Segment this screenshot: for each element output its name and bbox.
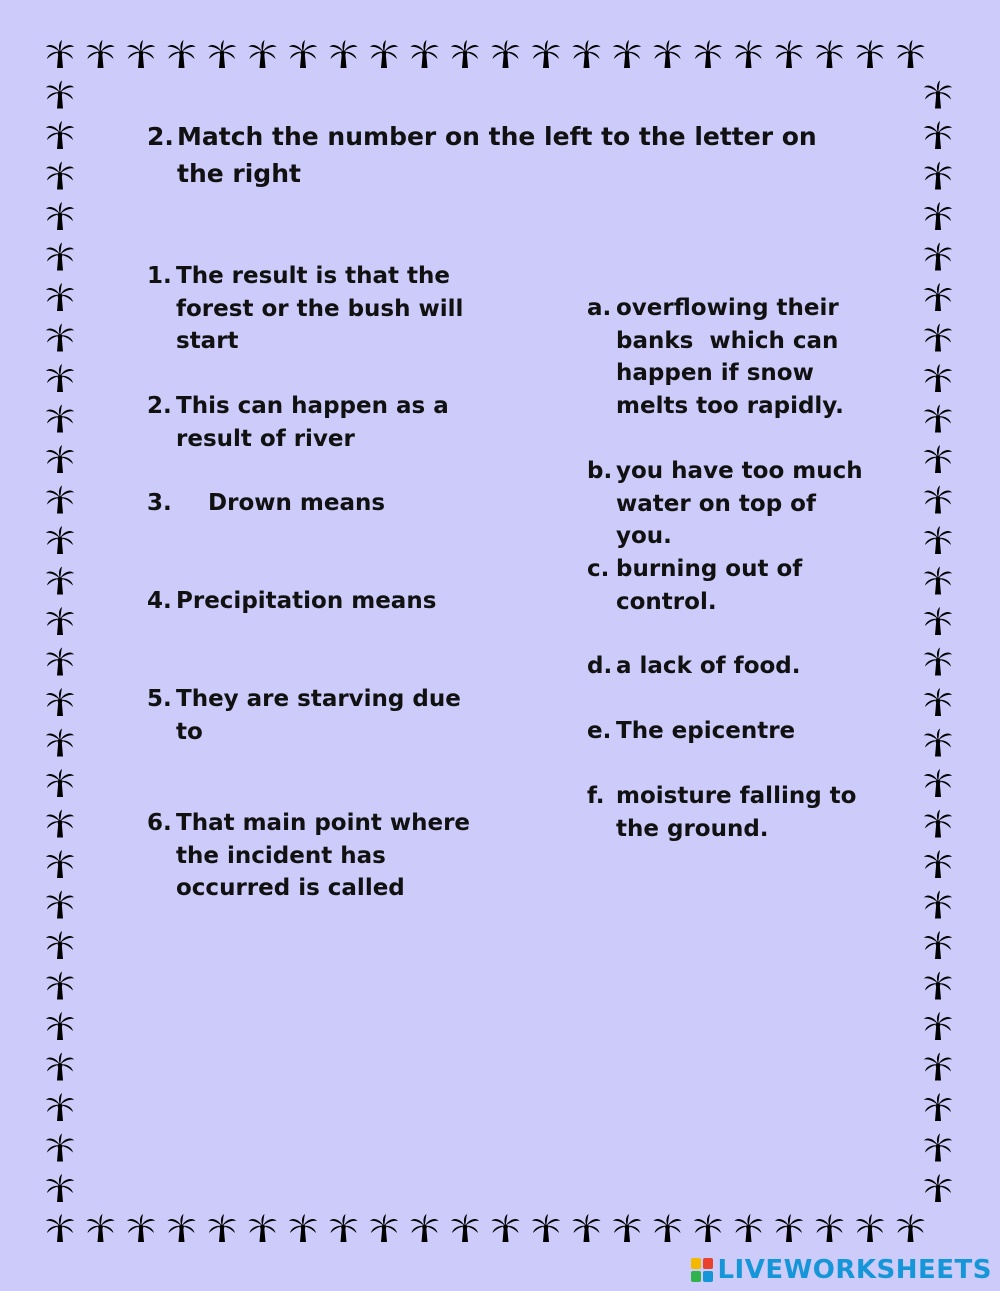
palm-tree-icon [924,405,952,433]
palm-tree-icon [532,1214,560,1242]
palm-tree-icon [775,40,803,68]
palm-tree-icon [492,1214,520,1242]
palm-tree-icon [816,40,844,68]
palm-tree-icon [924,243,952,271]
palm-tree-icon [249,1214,277,1242]
right-item-letter: e. [587,718,612,744]
palm-tree-icon [924,607,952,635]
right-item [587,715,877,748]
right-item-letter: f. [587,783,605,809]
left-item [147,390,477,455]
palm-tree-icon [46,1174,74,1202]
palm-tree-icon [46,891,74,919]
palm-tree-icon [46,648,74,676]
palm-tree-icon [924,648,952,676]
palm-tree-icon [694,1214,722,1242]
palm-tree-icon [289,40,317,68]
palm-tree-icon [168,40,196,68]
palm-tree-icon [46,486,74,514]
left-item-number: 3. [147,490,172,516]
left-item-text: This can happen as a result of river [176,393,457,452]
palm-tree-icon [924,567,952,595]
left-item-text: Drown means [176,490,386,516]
palm-tree-icon [46,445,74,473]
brand-name: LIVEWORKSHEETS [717,1255,992,1285]
left-item [147,683,477,748]
left-item-number: 4. [147,588,172,614]
liveworksheets-logo-icon [691,1258,713,1282]
right-item [587,292,877,422]
right-item-letter: d. [587,653,613,679]
palm-tree-icon [46,81,74,109]
question-title [147,118,867,192]
palm-tree-icon [46,243,74,271]
palm-tree-icon [46,1214,74,1242]
palm-tree-icon [613,1214,641,1242]
palm-tree-icon [735,1214,763,1242]
left-item [147,487,477,520]
left-item-text: That main point where the incident has occurred is called [176,810,479,901]
palm-tree-icon [249,40,277,68]
palm-tree-icon [208,1214,236,1242]
palm-tree-icon [924,1134,952,1162]
question-number: 2. [147,122,174,151]
right-item-letter: c. [587,556,610,582]
palm-tree-icon [451,1214,479,1242]
right-item [587,553,877,618]
palm-tree-icon [46,1053,74,1081]
left-item-number: 2. [147,393,172,419]
palm-tree-icon [289,1214,317,1242]
palm-tree-icon [924,202,952,230]
palm-tree-icon [46,810,74,838]
palm-tree-icon [775,1214,803,1242]
palm-tree-icon [856,40,884,68]
palm-tree-icon [411,40,439,68]
palm-tree-icon [46,769,74,797]
palm-tree-icon [46,850,74,878]
question-text: Match the number on the left to the letter on the right [177,122,817,188]
left-item [147,260,477,358]
palm-tree-icon [46,688,74,716]
palm-tree-icon [127,1214,155,1242]
left-item-number: 6. [147,810,172,836]
right-item [587,455,877,553]
palm-tree-icon [924,891,952,919]
palm-tree-icon [46,567,74,595]
palm-tree-icon [46,283,74,311]
palm-tree-icon [330,1214,358,1242]
right-item-text: moisture falling to the ground. [616,783,865,842]
palm-tree-icon [694,40,722,68]
left-item-text: The result is that the forest or the bush will start [176,263,472,354]
palm-tree-icon [924,324,952,352]
palm-tree-icon [87,1214,115,1242]
palm-tree-icon [208,40,236,68]
palm-tree-icon [924,1093,952,1121]
palm-tree-icon [856,1214,884,1242]
right-item-letter: b. [587,458,613,484]
palm-tree-icon [46,1134,74,1162]
palm-tree-icon [46,364,74,392]
palm-tree-icon [924,162,952,190]
left-item [147,807,477,905]
left-item-number: 5. [147,686,172,712]
palm-tree-icon [46,607,74,635]
right-item-text: you have too much water on top of you. [616,458,871,549]
palm-tree-icon [924,445,952,473]
palm-tree-icon [573,40,601,68]
palm-tree-icon [924,121,952,149]
right-item-text: burning out of control. [616,556,811,615]
palm-tree-icon [46,324,74,352]
palm-tree-icon [924,526,952,554]
palm-tree-icon [370,1214,398,1242]
palm-tree-icon [924,850,952,878]
palm-tree-icon [924,931,952,959]
right-item-text: a lack of food. [616,653,801,679]
palm-tree-icon [924,1053,952,1081]
palm-tree-icon [816,1214,844,1242]
palm-tree-icon [897,40,925,68]
palm-tree-icon [924,1012,952,1040]
right-item-text: The epicentre [616,718,796,744]
palm-tree-icon [46,40,74,68]
palm-tree-icon [924,81,952,109]
palm-tree-icon [451,40,479,68]
palm-tree-icon [924,810,952,838]
left-item-text: They are starving due to [176,686,469,745]
palm-tree-icon [654,1214,682,1242]
palm-tree-icon [924,1174,952,1202]
palm-tree-icon [46,202,74,230]
palm-tree-icon [735,40,763,68]
palm-tree-icon [46,1012,74,1040]
palm-tree-icon [411,1214,439,1242]
palm-tree-icon [654,40,682,68]
palm-tree-icon [897,1214,925,1242]
palm-tree-icon [924,283,952,311]
palm-tree-icon [46,121,74,149]
left-item-number: 1. [147,263,172,289]
right-item [587,780,877,845]
palm-tree-icon [924,688,952,716]
right-item-text: overflowing their banks which can happen if snow melts too rapidly. [616,295,847,419]
palm-tree-icon [330,40,358,68]
palm-tree-icon [613,40,641,68]
palm-tree-icon [46,1093,74,1121]
palm-tree-icon [573,1214,601,1242]
palm-tree-icon [924,486,952,514]
palm-tree-icon [924,364,952,392]
palm-tree-icon [87,40,115,68]
palm-tree-icon [127,40,155,68]
palm-tree-icon [924,972,952,1000]
palm-tree-icon [46,162,74,190]
palm-tree-icon [492,40,520,68]
liveworksheets-brand[interactable] [691,1252,992,1288]
palm-tree-icon [532,40,560,68]
palm-tree-icon [46,729,74,757]
palm-tree-icon [46,526,74,554]
palm-tree-icon [924,729,952,757]
palm-tree-icon [46,931,74,959]
palm-tree-icon [370,40,398,68]
right-item [587,650,877,683]
palm-tree-icon [46,972,74,1000]
palm-tree-icon [168,1214,196,1242]
left-item [147,585,477,618]
palm-tree-icon [46,405,74,433]
right-item-letter: a. [587,295,612,321]
palm-tree-icon [924,769,952,797]
left-item-text: Precipitation means [176,588,437,614]
